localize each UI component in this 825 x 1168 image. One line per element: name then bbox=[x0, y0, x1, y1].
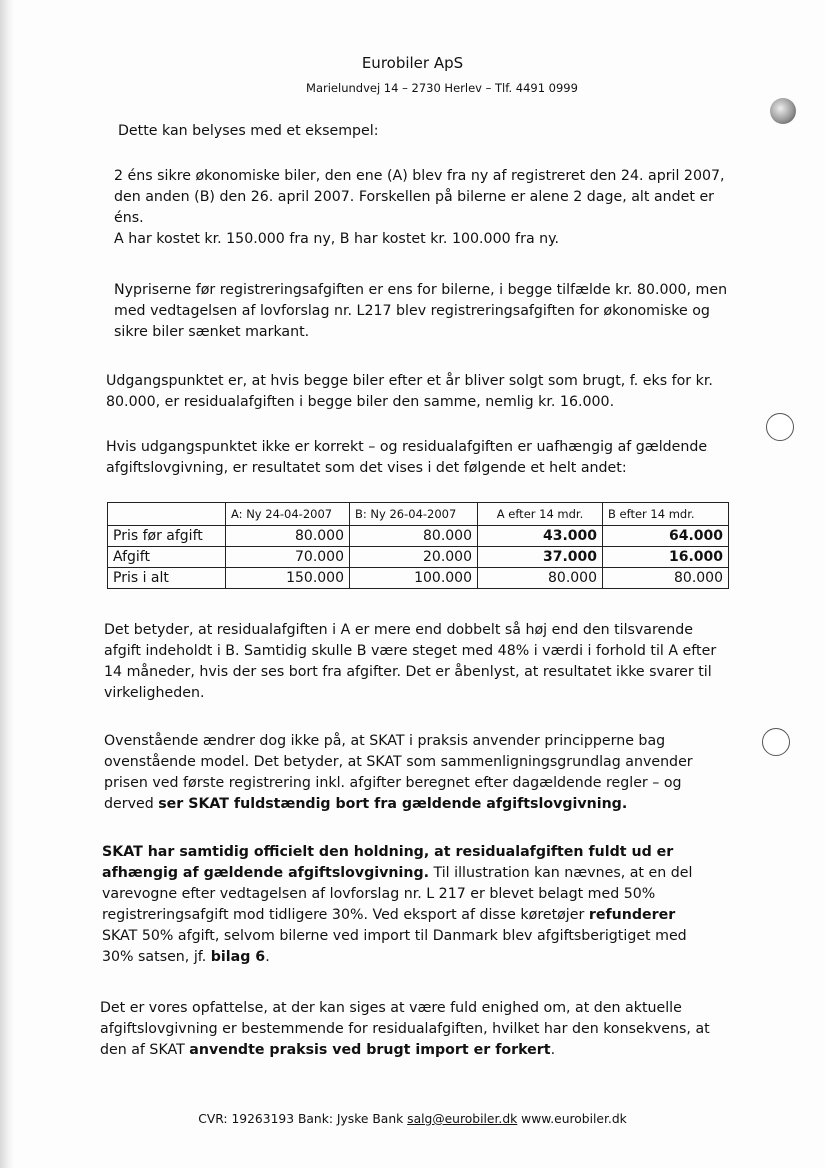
table-cell: 80.000 bbox=[478, 568, 603, 589]
ovenstaaende-line-3: prisen ved første registrering inkl. afgifter beregnet efter dagældende regler – og bbox=[104, 775, 682, 791]
example-line-4: A har kostet kr. 150.000 fra ny, B har kostet kr. 100.000 fra ny. bbox=[114, 231, 560, 247]
table-row bbox=[108, 526, 729, 547]
punch-hole-dark bbox=[770, 98, 796, 124]
table-cell: 37.000 bbox=[478, 547, 603, 568]
table-cell: 80.000 bbox=[603, 568, 729, 589]
holdning-line-6-prefix: 30% satsen, jf. bbox=[102, 949, 211, 965]
scan-edge bbox=[0, 0, 14, 1168]
example-line-1: 2 éns sikre økonomiske biler, den ene (A) blev fra ny af registreret den 24. april 2007, bbox=[114, 168, 725, 184]
ovenstaaende-line-4-prefix: derved bbox=[104, 796, 159, 812]
row-label: Pris før afgift bbox=[108, 526, 226, 547]
paragraph-ovenstaaende bbox=[104, 731, 756, 815]
table-cell: 16.000 bbox=[603, 547, 729, 568]
betyder-line-2: afgift indeholdt i B. Samtidig skulle B være steget med 48% i værdi i forhold til A efter bbox=[104, 643, 717, 659]
intro-text: Dette kan belyses med et eksempel: bbox=[118, 123, 379, 139]
paragraph-hvis bbox=[106, 437, 766, 479]
row-label: Afgift bbox=[108, 547, 226, 568]
table-header-cell: A efter 14 mdr. bbox=[478, 503, 603, 526]
nypriser-line-3: sikre biler sænket markant. bbox=[114, 324, 310, 340]
betyder-line-4: virkeligheden. bbox=[104, 685, 205, 701]
table-cell: 80.000 bbox=[226, 526, 350, 547]
table-cell: 43.000 bbox=[478, 526, 603, 547]
footer-email-link[interactable]: salg@eurobiler.dk bbox=[407, 1112, 518, 1126]
price-table bbox=[107, 502, 729, 589]
ovenstaaende-line-4 bbox=[104, 794, 756, 815]
punch-hole-lower bbox=[762, 728, 790, 756]
paragraph-intro bbox=[118, 121, 768, 142]
holdning-line-3: varevogne efter vedtagelsen af lovforslag nr. L 217 er blevet belagt med 50% bbox=[102, 886, 656, 902]
table-cell: 64.000 bbox=[603, 526, 729, 547]
paragraph-udgangspunkt bbox=[106, 371, 768, 413]
footer-website: www.eurobiler.dk bbox=[517, 1112, 627, 1126]
betyder-line-1: Det betyder, at residualafgiften i A er mere end dobbelt så høj end den tilsvarende bbox=[104, 622, 693, 638]
hvis-line-1: Hvis udgangspunktet ikke er korrekt – og residualafgiften er uafhængig af gældende bbox=[106, 439, 708, 455]
footer-company-info: CVR: 19263193 Bank: Jyske Bank bbox=[198, 1112, 408, 1126]
opfattelse-line-3-bold: anvendte praksis ved brugt import er forkert bbox=[189, 1042, 551, 1058]
paragraph-example bbox=[114, 166, 768, 250]
company-name: Eurobiler ApS bbox=[361, 54, 464, 72]
opfattelse-line-3-prefix: den af SKAT bbox=[100, 1042, 190, 1058]
holdning-line-4-bold: refunderer bbox=[588, 907, 676, 923]
opfattelse-line-1: Det er vores opfattelse, at der kan siges at være fuld enighed om, at den aktuelle bbox=[100, 1000, 682, 1016]
table-cell: 150.000 bbox=[226, 568, 350, 589]
table-cell: 100.000 bbox=[350, 568, 478, 589]
nypriser-line-1: Nypriserne før registreringsafgiften er ens for bilerne, i begge tilfælde kr. 80.000, men bbox=[114, 282, 728, 298]
holdning-line-4 bbox=[102, 905, 756, 926]
holdning-line-5: SKAT 50% afgift, selvom bilerne ved import til Danmark blev afgiftsberigtiget med bbox=[102, 928, 687, 944]
table-cell: 80.000 bbox=[350, 526, 478, 547]
betyder-line-3: 14 måneder, hvis der ses bort fra afgifter. Det er åbenlyst, at resultatet ikke svarer til bbox=[104, 664, 712, 680]
paragraph-opfattelse bbox=[100, 998, 754, 1061]
opfattelse-line-2: afgiftslovgivning er bestemmende for residualafgiften, hvilket har den konsekvens, at bbox=[100, 1021, 710, 1037]
holdning-line-1 bbox=[102, 842, 756, 863]
udgangspunkt-line-2: 80.000, er residualafgiften i begge biler den samme, nemlig kr. 16.000. bbox=[106, 394, 615, 410]
paragraph-betyder bbox=[104, 620, 760, 704]
holdning-line-1-bold: SKAT har samtidig officielt den holdning, at residualafgiften fuldt ud er bbox=[102, 844, 674, 860]
punch-hole-upper bbox=[766, 413, 794, 441]
holdning-line-6-suffix: . bbox=[265, 949, 270, 965]
paragraph-nypriser bbox=[114, 280, 768, 343]
holdning-line-2-rest: Til illustration kan nævnes, at en del bbox=[429, 865, 693, 881]
holdning-line-4-prefix: registreringsafgift mod tidligere 30%. Ved eksport af disse køretøjer bbox=[102, 907, 589, 923]
table-header-cell: B efter 14 mdr. bbox=[603, 503, 729, 526]
example-line-2: den anden (B) den 26. april 2007. Forskellen på bilerne er alene 2 dage, alt andet er bbox=[114, 189, 715, 205]
footer bbox=[0, 1112, 825, 1126]
table-cell: 70.000 bbox=[226, 547, 350, 568]
ovenstaaende-line-1: Ovenstående ændrer dog ikke på, at SKAT i praksis anvender principperne bag bbox=[104, 733, 666, 749]
table-row bbox=[108, 568, 729, 589]
table-header-cell bbox=[108, 503, 226, 526]
company-address: Marielundvej 14 – 2730 Herlev – Tlf. 4491 0999 bbox=[306, 81, 578, 95]
holdning-line-2-bold: afhængig af gældende afgiftslovgivning. bbox=[102, 865, 429, 881]
paragraph-skat-holdning bbox=[102, 842, 756, 968]
nypriser-line-2: med vedtagelsen af lovforslag nr. L217 blev registreringsafgiften for økonomiske og bbox=[114, 303, 710, 319]
table-cell: 20.000 bbox=[350, 547, 478, 568]
holdning-line-2 bbox=[102, 863, 756, 884]
opfattelse-line-3-suffix: . bbox=[550, 1042, 556, 1058]
hvis-line-2: afgiftslovgivning, er resultatet som det vises i det følgende et helt andet: bbox=[106, 460, 627, 476]
table-header-row bbox=[108, 503, 729, 526]
ovenstaaende-line-4-bold: ser SKAT fuldstændig bort fra gældende afgiftslovgivning. bbox=[158, 796, 628, 812]
udgangspunkt-line-1: Udgangspunktet er, at hvis begge biler efter et år bliver solgt som brugt, f. eks for kr. bbox=[106, 373, 713, 389]
ovenstaaende-line-2: ovenstående model. Det betyder, at SKAT som sammenligningsgrundlag anvender bbox=[104, 754, 693, 770]
example-line-3: éns. bbox=[114, 210, 144, 226]
table-header-cell: B: Ny 26-04-2007 bbox=[350, 503, 478, 526]
holdning-line-6 bbox=[102, 947, 756, 968]
table-row bbox=[108, 547, 729, 568]
row-label: Pris i alt bbox=[108, 568, 226, 589]
table-header-cell: A: Ny 24-04-2007 bbox=[226, 503, 350, 526]
holdning-line-6-bold: bilag 6 bbox=[210, 949, 266, 965]
opfattelse-line-3 bbox=[100, 1040, 754, 1061]
